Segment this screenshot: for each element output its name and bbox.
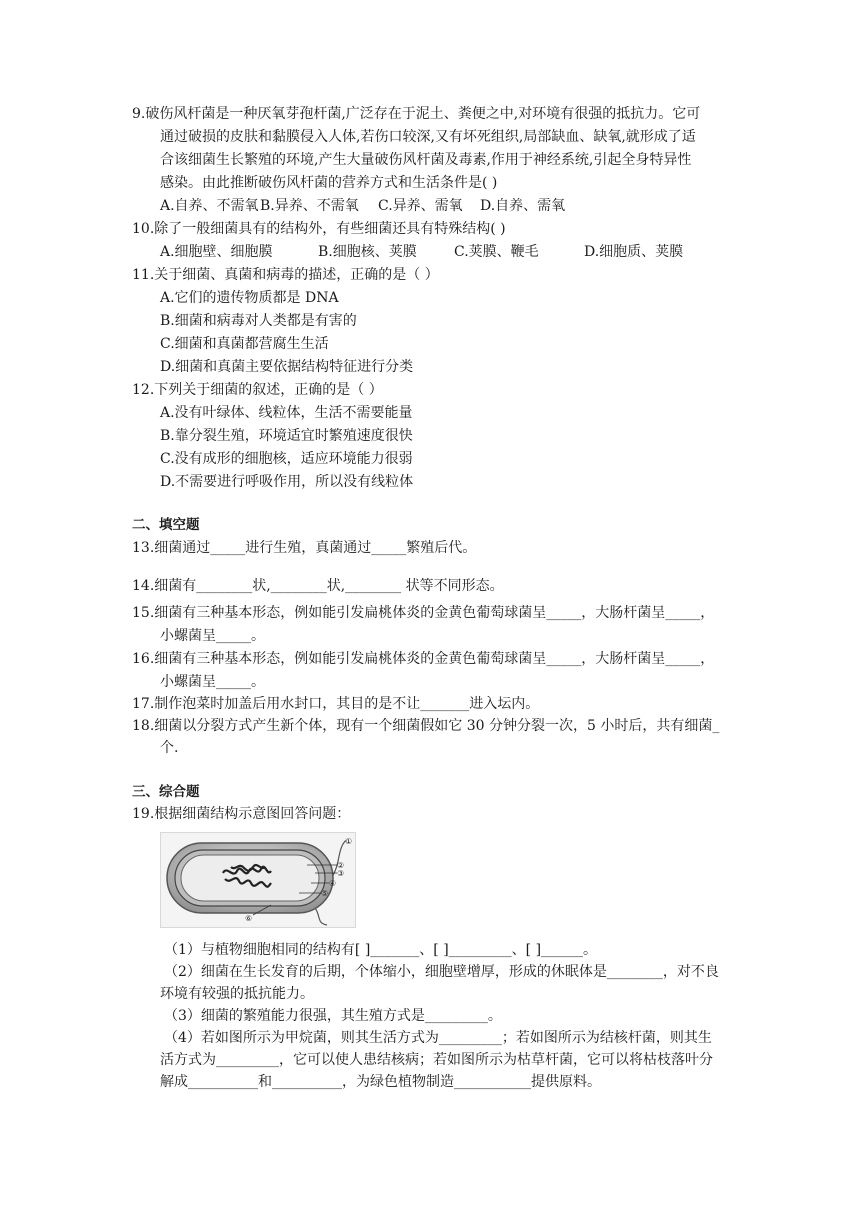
q13-line: 13.细菌通过_____进行生殖，真菌通过_____繁殖后代。	[132, 540, 477, 556]
q18-line-1: 18.细菌以分裂方式产生新个体，现有一个细菌假如它 30 分钟分裂一次，5 小时后，共有细菌_	[132, 718, 720, 734]
q12-option-b: B.靠分裂生殖，环境适宜时繁殖速度很快	[160, 428, 413, 444]
q10-option-d: D.细胞质、荚膜	[584, 244, 684, 260]
q15-line-2: 小螺菌呈_____。	[160, 628, 265, 644]
q19-line-1: 19.根据细菌结构示意图回答问题：	[132, 806, 351, 822]
q9-line-2: 通过破损的皮肤和黏膜侵入人体,若伤口较深,又有坏死组织,局部缺血、缺氧,就形成了适	[160, 129, 696, 145]
q11-option-d: D.细菌和真菌主要依据结构特征进行分类	[160, 359, 414, 375]
q19-sub-1: （1）与植物细胞相同的结构有[ ]_______、[ ]_________、[ ]______。	[164, 942, 598, 958]
figure-label-6: ⑥	[245, 914, 253, 923]
q9-option-b: B.异养、不需氧	[260, 198, 359, 214]
figure-label-2: ②	[337, 861, 345, 870]
q19-sub-4a: （4）若如图所示为甲烷菌，则其生活方式为_________；若如图所示为结核杆菌，则其生	[164, 1030, 712, 1046]
q11-option-b: B.细菌和病毒对人类都是有害的	[160, 313, 357, 329]
q11-option-c: C.细菌和真菌都营腐生生活	[160, 336, 329, 352]
q16-line-2: 小螺菌呈_____。	[160, 674, 265, 690]
q19-sub-4b: 活方式为_________，它可以使人患结核病；若如图所示为枯草杆菌，它可以将枯枝落叶分	[160, 1052, 713, 1068]
q19-sub-2b: 环境有较强的抵抗能力。	[160, 986, 314, 1002]
q9-option-d: D.自养、需氧	[480, 198, 566, 214]
q12-option-c: C.没有成形的细胞核，适应环境能力很弱	[160, 451, 413, 467]
q11-option-a: A.它们的遗传物质都是 DNA	[160, 290, 339, 306]
q10-option-a: A.细胞壁、细胞膜	[160, 244, 273, 260]
q18-line-2: 个.	[160, 740, 179, 756]
q10-option-c: C.荚膜、鞭毛	[454, 244, 539, 260]
q12-line-1: 12.下列关于细菌的叙述，正确的是（ ）	[132, 382, 383, 398]
q9-options	[160, 196, 565, 216]
q11-line-1: 11.关于细菌、真菌和病毒的描述，正确的是（ ）	[132, 267, 439, 283]
q10-line-1: 10.除了一般细菌具有的结构外，有些细菌还具有特殊结构( )	[132, 221, 506, 237]
q19-sub-2a: （2）细菌在生长发育的后期，个体缩小，细胞壁增厚，形成的休眠体是________，对不良	[164, 964, 719, 980]
cytoplasm-shape	[181, 855, 319, 901]
bacterium-structure-diagram	[160, 832, 356, 928]
q9-option-a: A.自养、不需氧	[160, 198, 259, 214]
q15-line-1: 15.细菌有三种基本形态，例如能引发扁桃体炎的金黄色葡萄球菌呈_____，大肠杆菌呈_____，	[132, 605, 715, 621]
q9-line-3: 合该细菌生长繁殖的环境,产生大量破伤风杆菌及毒素,作用于神经系统,引起全身特异性	[160, 152, 692, 168]
q9-line-4: 感染。由此推断破伤风杆菌的营养方式和生活条件是( )	[160, 175, 498, 191]
section-heading-comprehensive: 三、综合题	[132, 784, 200, 800]
figure-label-1: ①	[345, 837, 353, 846]
q16-line-1: 16.细菌有三种基本形态，例如能引发扁桃体炎的金黄色葡萄球菌呈_____，大肠杆菌呈_____，	[132, 651, 715, 667]
bacterium-illustration	[161, 833, 355, 927]
q10-options	[160, 242, 683, 262]
q17-line: 17.制作泡菜时加盖后用水封口，其目的是不让_______进入坛内。	[132, 696, 540, 712]
section-heading-fill-in: 二、填空题	[132, 517, 200, 533]
q12-option-d: D.不需要进行呼吸作用，所以没有线粒体	[160, 474, 414, 490]
figure-label-5: ⑤	[321, 889, 329, 898]
q9-option-c: C.异养、需氧	[378, 198, 463, 214]
q19-sub-3: （3）细菌的繁殖能力很强，其生殖方式是_________。	[164, 1008, 502, 1024]
q12-option-a: A.没有叶绿体、线粒体，生活不需要能量	[160, 405, 413, 421]
figure-label-3: ③	[337, 869, 345, 878]
q9-line-1: 9.破伤风杆菌是一种厌氧芽孢杆菌,广泛存在于泥土、粪便之中,对环境有很强的抵抗力。它可	[132, 106, 701, 122]
figure-label-4: ④	[329, 879, 337, 888]
q19-sub-4c: 解成__________和__________，为绿色植物制造___________提供原料。	[160, 1074, 601, 1090]
q14-line: 14.细菌有________状,________状,________ 状等不同形态。	[132, 578, 504, 594]
q10-option-b: B.细胞核、荚膜	[318, 244, 417, 260]
